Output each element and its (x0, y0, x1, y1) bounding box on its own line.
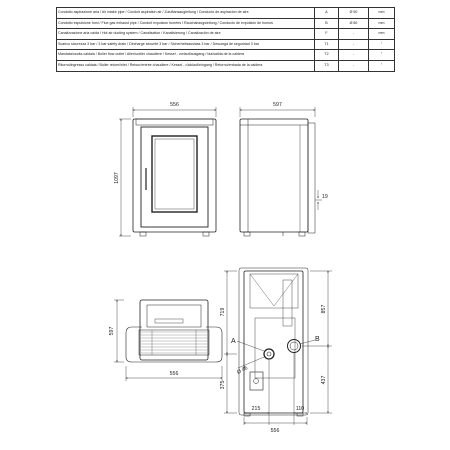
side-rear-panel (308, 123, 315, 233)
legend-unit: mm (369, 29, 395, 40)
callout-b-label: B (315, 336, 320, 343)
callout-a-label: A (231, 338, 236, 345)
top-width-label: 556 (169, 371, 179, 377)
legend-unit: mm (369, 18, 395, 29)
legend-value: - (339, 50, 369, 61)
front-glass-inner (155, 139, 194, 209)
legend-code: T3 (315, 60, 339, 71)
rear-outer-frame (239, 268, 308, 415)
rear-flue-chimney (283, 280, 292, 326)
legend-value: - (339, 39, 369, 50)
top-hopper-lid (147, 305, 201, 327)
top-view (126, 300, 222, 362)
front-dimensions (114, 102, 216, 236)
side-foot-front (244, 232, 250, 236)
legend-description: Ritorno/ingresso caldaia / Boiler return/inlet / Retour/entrée chaudiere / Kessel - rücklauf/eingang / Retorno/entrada de la caldera (57, 60, 315, 71)
height-label: 1097 (114, 172, 120, 184)
legend-description: Scarico sicurezza 3 bar / 3 bar safety drain / Décharge sécurité 3 bar / Sicherheitsauslass 3 bar / Descarga de seguridad 3 bar (57, 39, 315, 50)
flue-exhaust-b-connection (288, 340, 301, 353)
top-display-slot (155, 319, 183, 323)
legend-value: - (339, 60, 369, 71)
legend-value: - (339, 29, 369, 40)
legend-code: T1 (315, 39, 339, 50)
front-foot-left (140, 232, 146, 236)
legend-description: Condotto espulsione fumi / Flue gas exhaust pipe / Conduit expulsion fumées / Rauchabzugsleitung / Conducto de expulsión de humos (57, 18, 315, 29)
side-offset-label: 19 (322, 194, 328, 200)
rear-left-label: 215 (251, 406, 261, 412)
legend-value: Ø 50 (339, 8, 369, 19)
rear-foot-left (244, 413, 250, 416)
legend-code: B (315, 18, 339, 29)
side-depth-label: 597 (273, 102, 282, 108)
side-dimensions (240, 102, 328, 210)
rear-a-height-label: 719 (220, 307, 226, 317)
rear-dimensions (220, 271, 332, 434)
legend-unit: " (369, 39, 395, 50)
legend-code: A (315, 8, 339, 19)
legend-description: Canalizzazione aria calda / Hot air ducting system / Canalisation / Kanalisierung / Canalización de aire (57, 29, 315, 40)
front-foot-right (203, 232, 209, 236)
rear-foot-right (297, 413, 303, 416)
rear-b-height-label: 857 (321, 304, 327, 314)
front-width-label: 556 (170, 102, 179, 108)
legend-code: T2 (315, 50, 339, 61)
air-intake-a-connection (264, 349, 274, 359)
legend-description: Condotto aspirazione aria / Air intake pipe / Conduit aspiration air / Zuluftansaugleitung / Conducto de aspiración de aire (57, 8, 315, 19)
legend-description: Mandata/uscita caldaia / Boiler flow outlet / Aller/sortier chaudiere / Kessel - vorlauf/ausgang / ida/salida de la caldera (57, 50, 315, 61)
front-glass (152, 136, 197, 212)
rear-right-label: 110 (295, 406, 305, 412)
legend-unit: mm (369, 8, 395, 19)
legend-code: F (315, 29, 339, 40)
side-foot-rear (299, 232, 305, 236)
rear-a-lower-label: 375 (220, 380, 226, 390)
side-body (240, 119, 308, 232)
front-view (133, 119, 216, 236)
front-top-lid (136, 119, 213, 125)
top-depth-label: 597 (109, 326, 115, 336)
rear-b-lower-label: 437 (321, 375, 327, 385)
legend-value: Ø 80 (339, 18, 369, 29)
rear-control-board (250, 372, 263, 390)
legend-unit: " (369, 60, 395, 71)
rear-view (239, 268, 308, 416)
rear-diameter-label: Ø 46 (236, 365, 249, 376)
side-view (240, 119, 322, 236)
top-grid-panel (139, 330, 209, 355)
rear-width-label: 556 (270, 428, 280, 434)
legend-unit: " (369, 50, 395, 61)
